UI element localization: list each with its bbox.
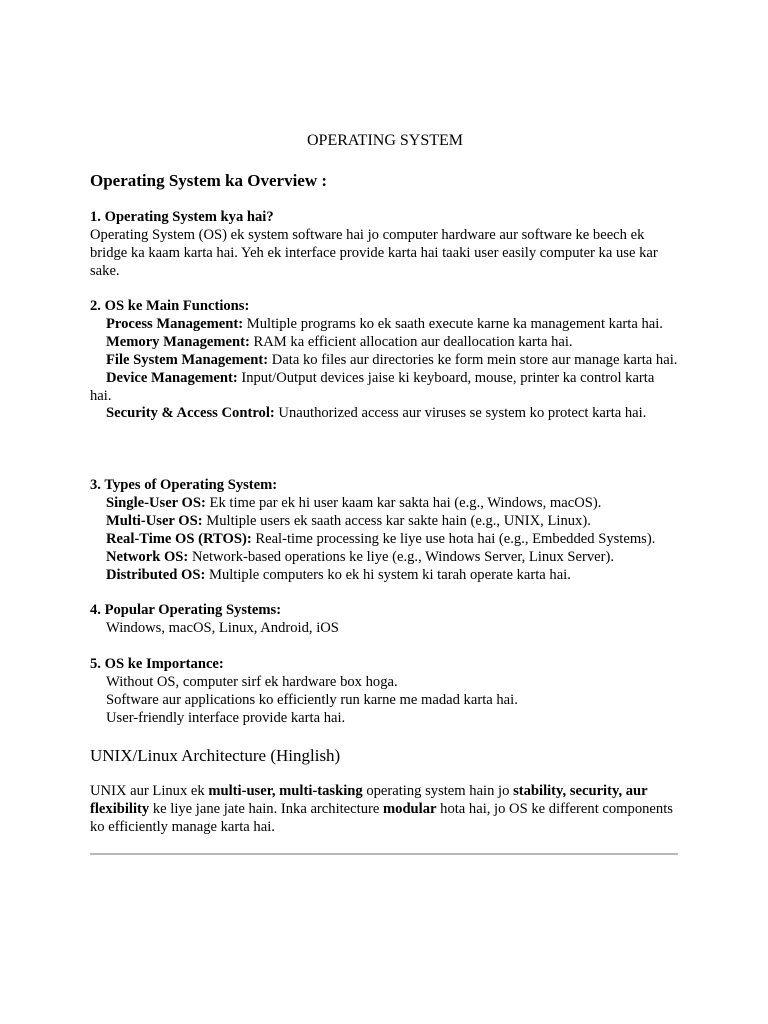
item-label: Distributed OS: — [106, 566, 206, 583]
item-text: Real-time processing ke liye use hota hai (e.g., Embedded Systems). — [251, 530, 656, 547]
item-label: Real-Time OS (RTOS): — [106, 530, 252, 547]
section-paragraph: Operating System (OS) ek system software hai jo computer hardware aur software ke beech ek bridge ka kaam karta hai. Yeh ek interface provide karta hai taaki user easily computer ka use kar sake. — [90, 226, 658, 279]
bold-run: modular — [382, 800, 437, 817]
bold-run: multi-user, multi-tasking — [208, 783, 363, 799]
item-label: Process Management: — [106, 315, 244, 332]
item-text: Data ko files aur directories ke form mein store aur manage karta hai. — [268, 351, 678, 368]
list-item — [90, 495, 678, 513]
unix-architecture-heading: UNIX/Linux Architecture (Hinglish) — [90, 746, 341, 765]
text-run: UNIX aur Linux ek — [90, 783, 209, 799]
list-item: Without OS, computer sirf ek hardware box hoga. — [106, 673, 398, 690]
unix-paragraph — [90, 783, 678, 837]
item-text: Multiple programs ko ek saath execute karne ka management karta hai. — [243, 315, 663, 332]
list-item — [90, 370, 678, 406]
item-label: Security & Access Control: — [106, 405, 275, 422]
section-heading: 4. Popular Operating Systems: — [90, 602, 282, 618]
horizontal-divider — [90, 853, 678, 855]
item-label: Memory Management: — [106, 333, 250, 350]
document-title: OPERATING SYSTEM — [306, 132, 463, 149]
item-text: Multiple users ek saath access kar sakte hain (e.g., UNIX, Linux). — [202, 512, 591, 529]
item-text: RAM ka efficient allocation aur deallocation karta hai. — [249, 333, 573, 350]
list-item: Software aur applications ko efficiently run karne me madad karta hai. — [106, 691, 518, 708]
item-label: Network OS: — [106, 548, 189, 565]
list-item: Windows, macOS, Linux, Android, iOS — [106, 619, 339, 636]
section-main-functions — [90, 298, 678, 423]
section-heading: 1. Operating System kya hai? — [90, 209, 274, 225]
item-text: Ek time par ek hi user kaam kar sakta hai (e.g., Windows, macOS). — [205, 494, 602, 511]
list-item — [90, 531, 678, 549]
item-label: Device Management: — [106, 369, 238, 386]
list-item: User-friendly interface provide karta hai. — [106, 709, 346, 726]
item-text: Multiple computers ko ek hi system ki tarah operate karta hai. — [205, 566, 571, 583]
section-heading: 2. OS ke Main Functions: — [90, 298, 250, 314]
item-text: Unauthorized access aur viruses se system ko protect karta hai. — [274, 405, 647, 422]
section-popular-os — [90, 602, 678, 638]
text-run: operating system hain jo — [362, 783, 514, 799]
section-what-is-os — [90, 209, 678, 281]
list-item — [90, 405, 678, 423]
list-item — [90, 334, 678, 352]
list-item — [90, 513, 678, 531]
list-item — [90, 316, 678, 334]
section-heading: 3. Types of Operating System: — [90, 477, 278, 493]
paragraph-text — [90, 783, 678, 837]
bold-run: stability, security, aur flexibility — [90, 783, 648, 817]
list-item — [90, 567, 678, 585]
text-run: hota hai, jo OS ke different components ko efficiently manage karta hai. — [90, 800, 673, 835]
text-run: ke liye jane jate hain. Inka architecture — [149, 800, 383, 817]
item-text: Input/Output devices jaise ki keyboard, mouse, printer ka control karta hai. — [90, 369, 655, 404]
overview-heading: Operating System ka Overview : — [90, 171, 328, 190]
list-item — [90, 549, 678, 567]
list-item — [90, 352, 678, 370]
item-text: Network-based operations ke liye (e.g., Windows Server, Linux Server). — [188, 548, 615, 565]
item-label: File System Management: — [106, 351, 269, 368]
section-os-importance — [90, 656, 678, 728]
section-os-types — [90, 477, 678, 584]
section-heading: 5. OS ke Importance: — [90, 656, 224, 672]
item-label: Single-User OS: — [106, 494, 206, 511]
item-label: Multi-User OS: — [106, 512, 203, 529]
